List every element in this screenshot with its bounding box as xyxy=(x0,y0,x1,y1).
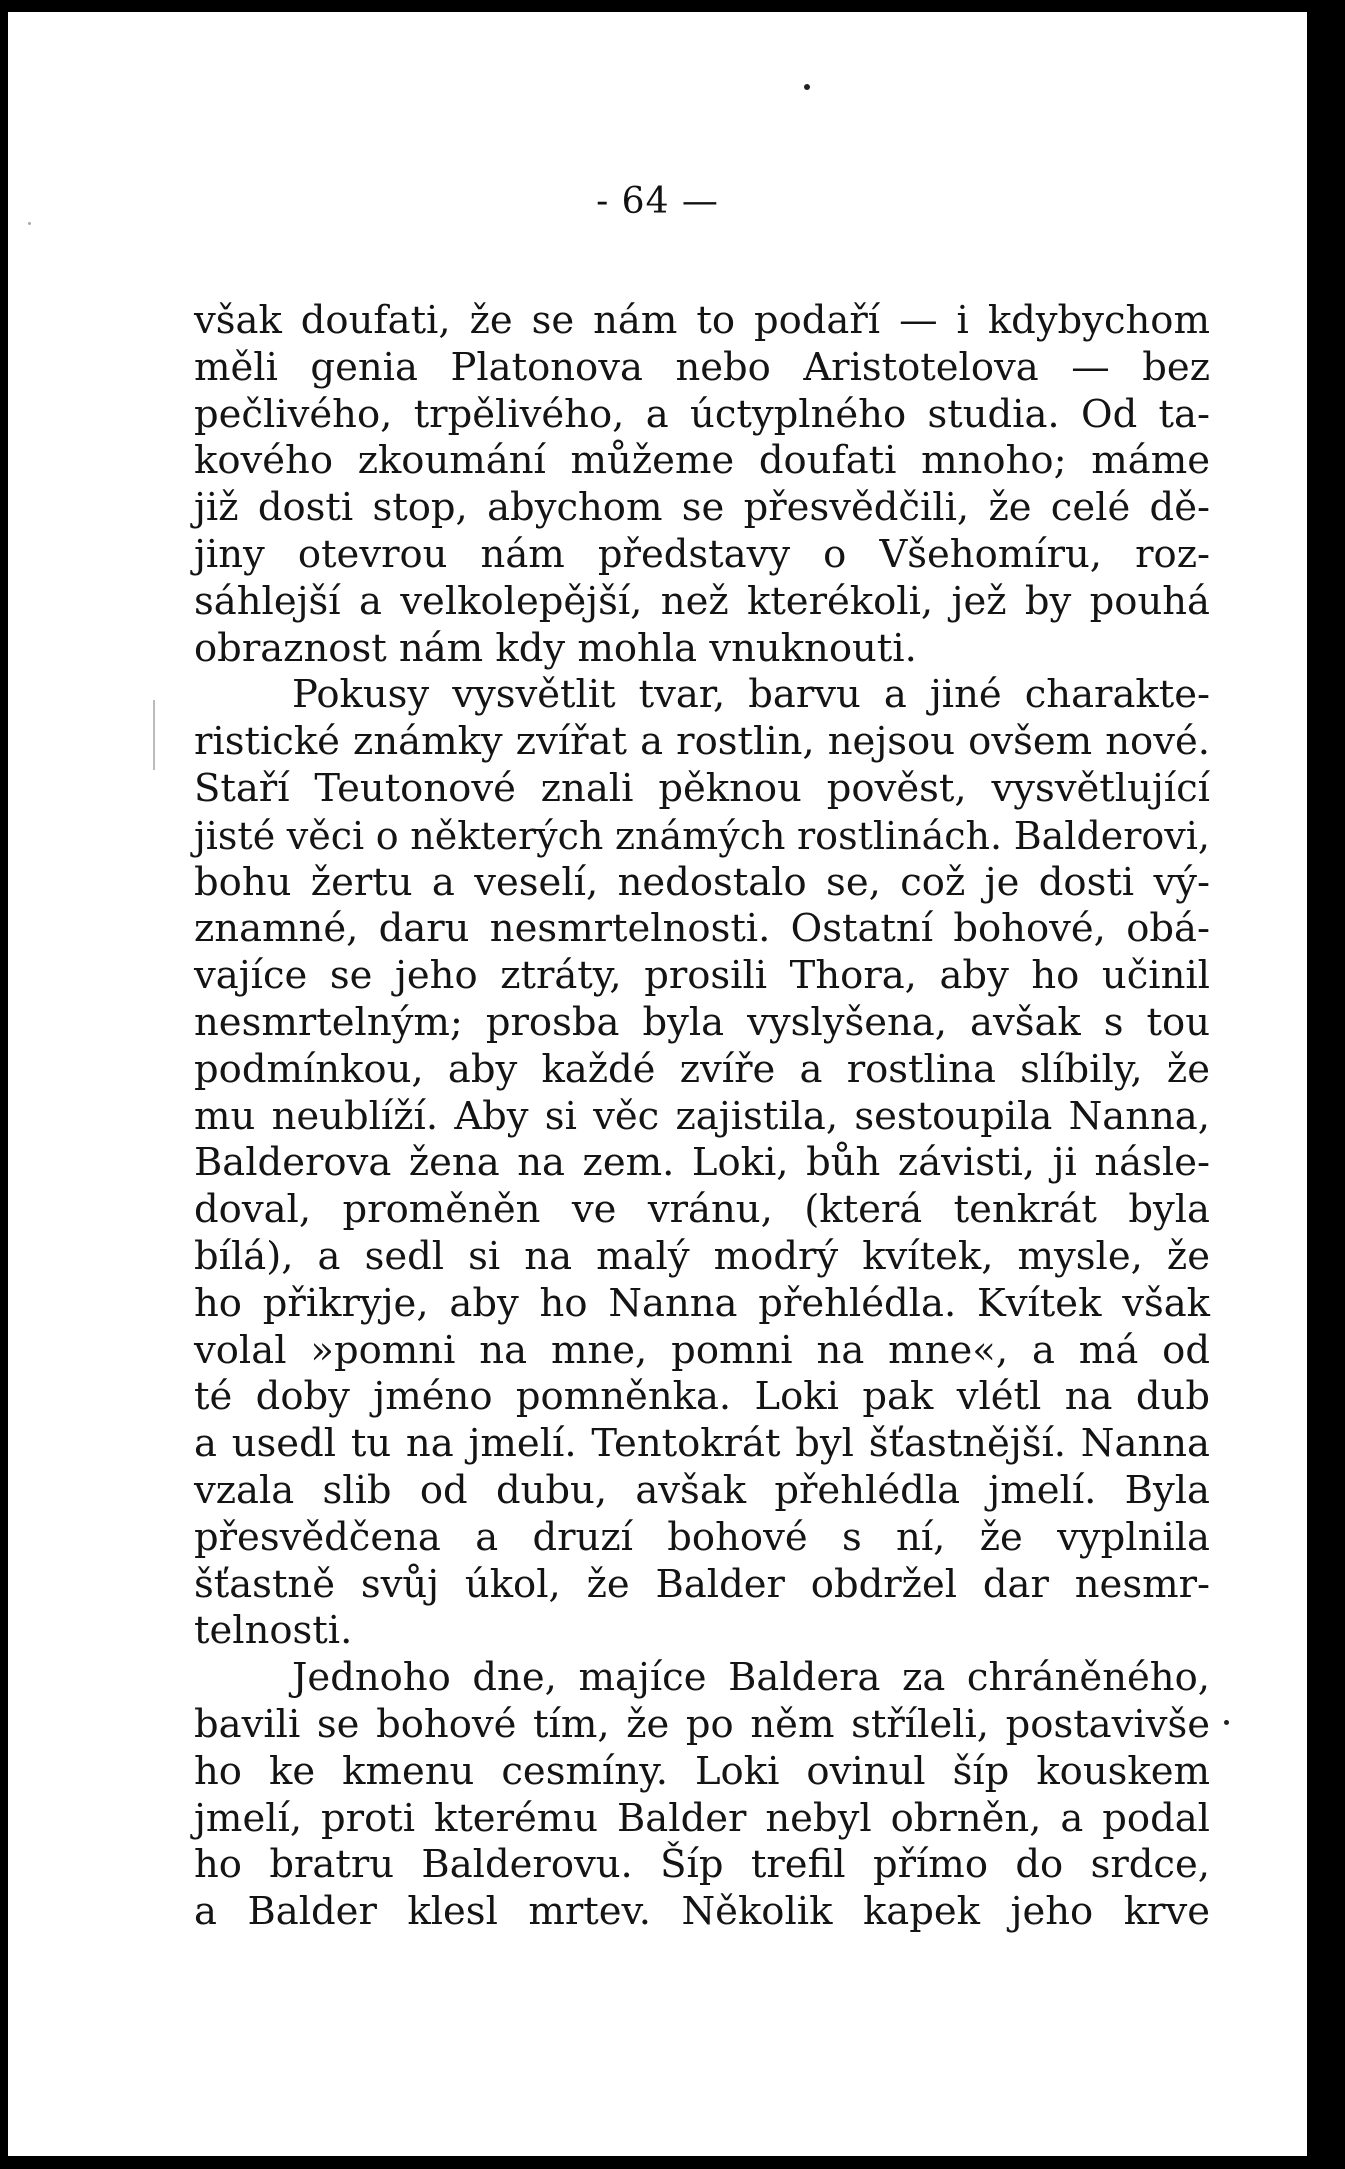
text-line: té doby jméno pomněnka. Loki pak vlétl na dub xyxy=(194,1374,1210,1420)
scan-border xyxy=(1307,0,1345,2169)
text-line: znamné, daru nesmrtelnosti. Ostatní bohové, obá- xyxy=(194,906,1210,952)
text-line: sáhlejší a velkolepější, než kterékoli, jež by pouhá xyxy=(194,578,1210,624)
text-line: ho bratru Balderovu. Šíp trefil přímo do srdce, xyxy=(194,1842,1210,1888)
text-line: nesmrtelným; prosba byla vyslyšena, avšak s tou xyxy=(194,999,1210,1045)
body-text xyxy=(194,298,1210,1936)
text-line: ho ke kmenu cesmíny. Loki ovinul šíp kouskem xyxy=(194,1748,1210,1794)
text-line: jiny otevrou nám představy o Všehomíru, roz- xyxy=(194,531,1210,577)
text-line: bohu žertu a veselí, nedostalo se, což je dosti vý- xyxy=(194,859,1210,905)
page-number: - 64 — xyxy=(596,181,719,222)
margin-mark xyxy=(153,700,155,770)
text-line: ho přikryje, aby ho Nanna přehlédla. Kvítek však xyxy=(194,1280,1210,1326)
text-line: a usedl tu na jmelí. Tentokrát byl šťastnější. Nanna xyxy=(194,1421,1210,1467)
text-line: měli genia Platonova nebo Aristotelova — bez xyxy=(194,344,1210,390)
book-page xyxy=(8,12,1307,2156)
text-line: však doufati, že se nám to podaří — i kdybychom xyxy=(194,298,1210,343)
text-line: mu neublíží. Aby si věc zajistila, sestoupila Nanna, xyxy=(194,1093,1210,1139)
ink-speck xyxy=(1224,1720,1229,1725)
text-line: vzala slib od dubu, avšak přehlédla jmelí. Byla xyxy=(194,1467,1210,1513)
text-line: Pokusy vysvětlit tvar, barvu a jiné charakte- xyxy=(292,672,1210,718)
text-line: volal »pomni na mne, pomni na mne«, a má od xyxy=(194,1327,1210,1373)
text-line: a Balder klesl mrtev. Několik kapek jeho krve xyxy=(194,1889,1210,1935)
text-line: bílá), a sedl si na malý modrý kvítek, mysle, že xyxy=(194,1233,1210,1279)
text-line: pečlivého, trpělivého, a úctyplného studia. Od ta- xyxy=(194,391,1210,437)
text-line: šťastně svůj úkol, že Balder obdržel dar nesmr- xyxy=(194,1561,1210,1607)
text-line: telnosti. xyxy=(194,1608,353,1654)
text-line: přesvědčena a druzí bohové s ní, že vyplnila xyxy=(194,1514,1210,1560)
text-line: obraznost nám kdy mohla vnuknouti. xyxy=(194,625,917,671)
ink-speck xyxy=(804,84,810,90)
text-line: jmelí, proti kterému Balder nebyl obrněn, a podal xyxy=(194,1795,1210,1841)
text-line: Balderova žena na zem. Loki, bůh závisti, ji násle- xyxy=(194,1140,1210,1186)
text-line: Jednoho dne, majíce Baldera za chráněného, xyxy=(292,1655,1210,1701)
text-line: podmínkou, aby každé zvíře a rostlina slíbily, že xyxy=(194,1046,1210,1092)
text-line: ristické známky zvířat a rostlin, nejsou ovšem nové. xyxy=(194,719,1210,765)
text-line: Staří Teutonové znali pěknou pověst, vysvětlující xyxy=(194,765,1210,811)
text-line: doval, proměněn ve vránu, (která tenkrát byla xyxy=(194,1187,1210,1233)
text-line: bavili se bohové tím, že po něm stříleli, postavivše xyxy=(194,1701,1210,1747)
text-line: vajíce se jeho ztráty, prosili Thora, aby ho učinil xyxy=(194,953,1210,999)
text-line: jisté věci o některých známých rostlinách. Balderovi, xyxy=(194,813,1210,858)
text-line: kového zkoumání můžeme doufati mnoho; máme xyxy=(194,438,1210,484)
text-line: již dosti stop, abychom se přesvědčili, že celé dě- xyxy=(194,485,1210,531)
